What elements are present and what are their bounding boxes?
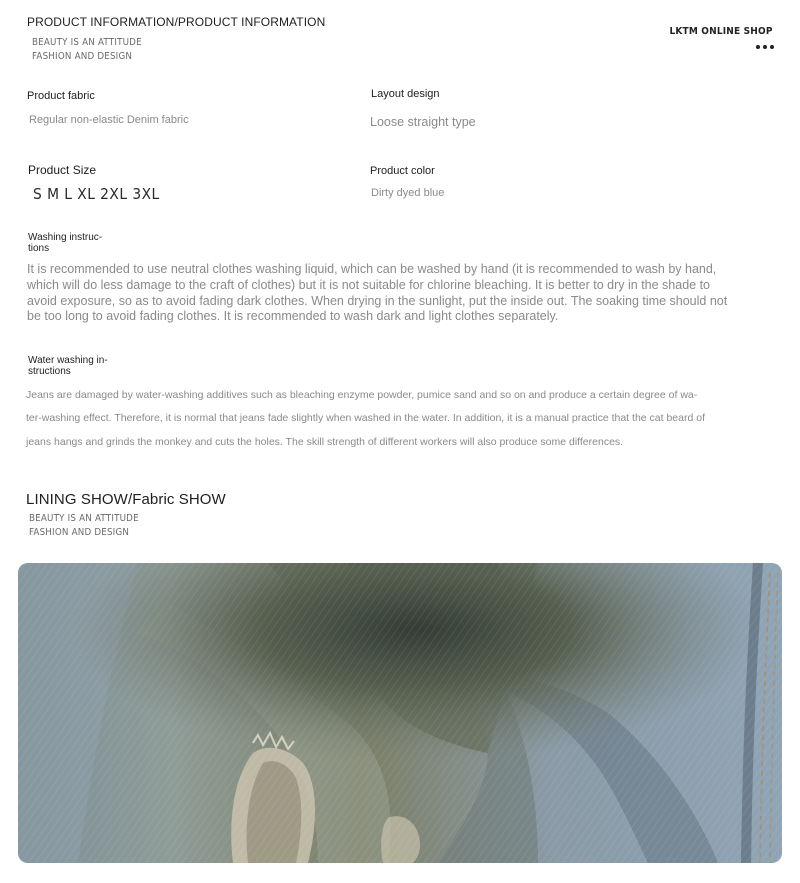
water-washing-line: ter-washing effect. Therefore, it is normal that jeans fade slightly when washed in the water. In addition, it is a manual practice that the cat beard of — [26, 412, 705, 425]
tagline-line: BEAUTY IS AN ATTITUDE — [32, 37, 142, 48]
denim-fabric-image — [18, 563, 782, 863]
more-dots-icon[interactable] — [756, 45, 774, 49]
tagline-line: FASHION AND DESIGN — [29, 527, 130, 538]
lining-title: LINING SHOW/Fabric SHOW — [26, 491, 226, 508]
tagline — [32, 36, 142, 64]
water-washing-line: Jeans are damaged by water-washing additives such as bleaching enzyme powder, pumice sand and so on and produce a certain degree of wa- — [26, 389, 698, 401]
washing-label-line: Washing instruc- — [28, 232, 103, 243]
washing-text: It is recommended to use neutral clothes washing liquid, which can be washed by hand (it is recommended to wash by hand, which will do less damage to the craft of clothes) but it is not suitable for chlorine bleaching. It is better to dry in the shade to avoid exposure, so as to avoid fading dark clothes. When drying in the sunlight, put the inside out. The soaking time should not be too long to avoid fading clothes. It is recommended to wash dark and light clothes separately. — [27, 262, 728, 324]
washing-label-line: tions — [28, 243, 50, 254]
washing-label — [28, 232, 118, 254]
color-label: Product color — [370, 165, 435, 177]
layout-value: Loose straight type — [370, 115, 476, 129]
water-washing-label-line: structions — [28, 366, 71, 377]
fabric-photo — [18, 563, 782, 863]
water-washing-line: jeans hangs and grinds the monkey and cuts the holes. The skill strength of different workers will also produce some differences. — [26, 435, 624, 448]
page-title: PRODUCT INFORMATION/PRODUCT INFORMATION — [27, 15, 326, 29]
fabric-label: Product fabric — [27, 90, 95, 102]
water-washing-text — [26, 384, 742, 454]
water-washing-label-line: Water washing in- — [28, 355, 108, 366]
size-value: S M L XL 2XL 3XL — [33, 185, 160, 203]
brand-name: LKTM ONLINE SHOP — [669, 26, 773, 37]
water-washing-label — [28, 355, 118, 377]
layout-label: Layout design — [371, 88, 440, 100]
tagline-line: FASHION AND DESIGN — [32, 51, 133, 62]
size-label: Product Size — [28, 163, 97, 177]
color-value: Dirty dyed blue — [371, 187, 445, 199]
lining-tagline — [29, 512, 139, 540]
tagline-line: BEAUTY IS AN ATTITUDE — [29, 513, 139, 524]
fabric-value: Regular non-elastic Denim fabric — [29, 114, 189, 126]
